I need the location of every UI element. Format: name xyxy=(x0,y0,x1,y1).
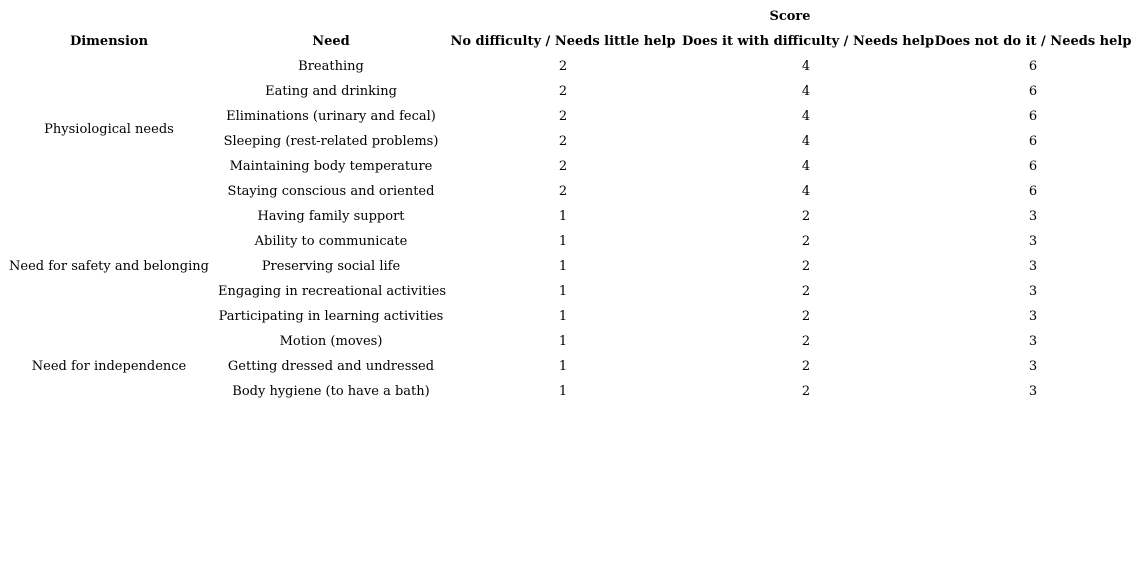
need-cell: Preserving social life xyxy=(261,259,401,274)
score-cell: 6 xyxy=(1028,59,1038,74)
need-cell: Getting dressed and undressed xyxy=(227,359,435,374)
need-cell: Eliminations (urinary and fecal) xyxy=(226,109,436,124)
dimension-header: Dimension xyxy=(69,34,149,49)
table-row xyxy=(0,204,1136,229)
score-cell: 2 xyxy=(801,234,811,249)
score-cell: 2 xyxy=(801,334,811,349)
score-cell: 3 xyxy=(1028,284,1038,299)
score-cell: 2 xyxy=(801,209,811,224)
score-cell: 4 xyxy=(801,84,811,99)
score-cell: 6 xyxy=(1028,184,1038,199)
score-cell: 1 xyxy=(558,284,568,299)
score-cell: 1 xyxy=(558,309,568,324)
dimension-cell: Need for independence xyxy=(31,359,187,374)
need-cell: Body hygiene (to have a bath) xyxy=(232,384,430,399)
need-cell: Engaging in recreational activities xyxy=(218,284,447,299)
score-cell: 4 xyxy=(801,159,811,174)
score-cell: 2 xyxy=(558,134,568,149)
need-cell: Staying conscious and oriented xyxy=(227,184,435,199)
table-row xyxy=(0,329,1136,354)
score-col-header: Does not do it / Needs help xyxy=(934,34,1132,49)
need-header: Need xyxy=(312,34,350,49)
score-cell: 6 xyxy=(1028,109,1038,124)
score-cell: 2 xyxy=(801,359,811,374)
need-cell: Maintaining body temperature xyxy=(229,159,433,174)
score-cell: 3 xyxy=(1028,309,1038,324)
score-cell: 4 xyxy=(801,184,811,199)
dimension-cell: Need for safety and belonging xyxy=(9,259,209,274)
score-cell: 2 xyxy=(558,109,568,124)
score-cell: 4 xyxy=(801,109,811,124)
need-cell: Eating and drinking xyxy=(265,84,397,99)
score-cell: 2 xyxy=(558,84,568,99)
needs-assessment-table xyxy=(0,4,1136,404)
score-cell: 4 xyxy=(801,134,811,149)
score-cell: 6 xyxy=(1028,159,1038,174)
score-col-header: No difficulty / Needs little help xyxy=(450,34,676,49)
need-cell: Ability to communicate xyxy=(254,234,408,249)
score-cell: 2 xyxy=(558,184,568,199)
score-cell: 3 xyxy=(1028,334,1038,349)
table-row xyxy=(0,54,1136,79)
score-cell: 6 xyxy=(1028,84,1038,99)
score-cell: 3 xyxy=(1028,384,1038,399)
score-cell: 1 xyxy=(558,359,568,374)
score-cell: 2 xyxy=(801,284,811,299)
score-cell: 1 xyxy=(558,334,568,349)
score-cell: 2 xyxy=(558,59,568,74)
score-cell: 2 xyxy=(801,259,811,274)
score-group-header-row xyxy=(0,4,1136,29)
score-cell: 3 xyxy=(1028,259,1038,274)
score-cell: 3 xyxy=(1028,234,1038,249)
score-col-header: Does it with difficulty / Needs help xyxy=(682,34,935,49)
score-cell: 1 xyxy=(558,234,568,249)
score-cell: 1 xyxy=(558,259,568,274)
score-cell: 4 xyxy=(801,59,811,74)
need-cell: Motion (moves) xyxy=(279,334,383,349)
score-cell: 2 xyxy=(801,309,811,324)
need-cell: Sleeping (rest-related problems) xyxy=(223,134,439,149)
score-group-header: Score xyxy=(769,9,811,24)
score-cell: 3 xyxy=(1028,209,1038,224)
score-cell: 6 xyxy=(1028,134,1038,149)
column-header-row xyxy=(0,29,1136,54)
header-spacer xyxy=(0,4,444,29)
score-cell: 2 xyxy=(558,159,568,174)
dimension-cell: Physiological needs xyxy=(44,121,174,137)
need-cell: Participating in learning activities xyxy=(218,309,444,324)
score-cell: 3 xyxy=(1028,359,1038,374)
need-cell: Having family support xyxy=(257,209,405,224)
score-cell: 1 xyxy=(558,209,568,224)
need-cell: Breathing xyxy=(298,59,364,74)
score-cell: 2 xyxy=(801,384,811,399)
score-cell: 1 xyxy=(558,384,568,399)
